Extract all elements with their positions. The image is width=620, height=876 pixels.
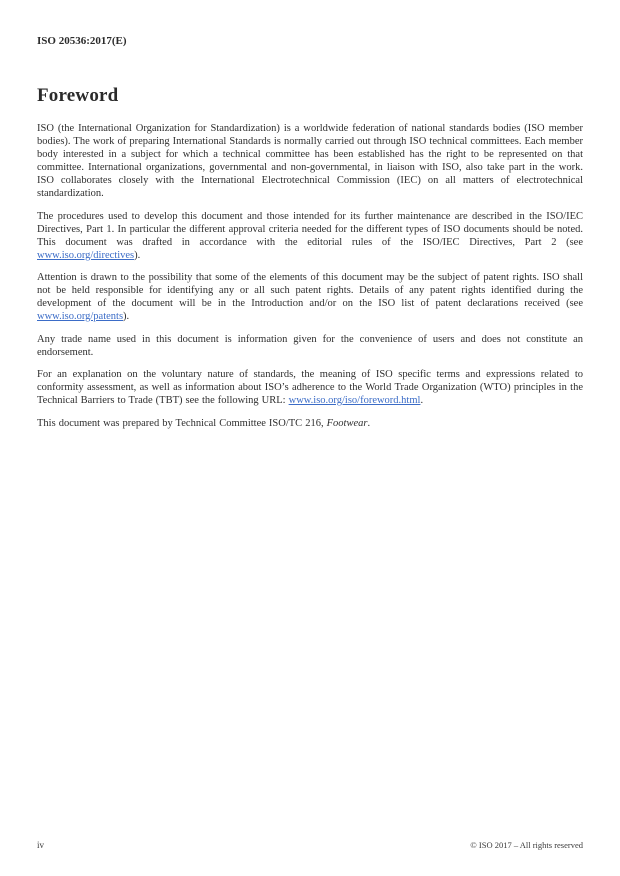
paragraph-text: ISO (the International Organization for Standardization) is a worldwide federation of national standards bodies (ISO member bodies). The work of preparing International Standards is normally carried out through ISO technical committees. Each member body interested in a subject for which a technical committee has been established has the right to be represented on that committee. International organizations, governmental and non-governmental, in liaison with ISO, also take part in the work. ISO collaborates closely with the International Electrotechnical Commission (IEC) on all matters of electrotechnical standardization. [37, 123, 583, 199]
link-iso-foreword[interactable]: www.iso.org/iso/foreword.html [288, 395, 421, 406]
page-number: iv [37, 840, 45, 850]
link-iso-directives[interactable]: www.iso.org/directives [37, 249, 135, 261]
copyright-notice: © ISO 2017 – All rights reserved [470, 840, 583, 850]
paragraph-patent-rights [37, 271, 583, 323]
paragraph-text: The procedures used to develop this document and those intended for its further maintenance are described in the ISO/IEC Directives, Part 1. In particular the different approval criteria needed for the different types of ISO documents should be noted. This document was drafted in accordance with the editorial rules of the ISO/IEC Directives, Part 2 (see [37, 210, 583, 248]
page-content [37, 34, 583, 439]
paragraph-text: Attention is drawn to the possibility that some of the elements of this document may be the subject of patent rights. ISO shall not be held responsible for identifying any or all such patent rights. Details of any patent rights identified during the development of the document will be in the Introduction and/or on the ISO list of patent declarations received (see [37, 272, 583, 309]
paragraph-trade-name [37, 333, 583, 359]
paragraph-text: ). [123, 311, 130, 322]
committee-name-italic: Footwear [326, 417, 368, 429]
foreword-body [37, 122, 583, 430]
paragraph-committee [37, 417, 583, 430]
link-iso-patents[interactable]: www.iso.org/patents [37, 311, 124, 322]
document-reference-header: ISO 20536:2017(E) [37, 35, 127, 47]
paragraph-text: Any trade name used in this document is information given for the convenience of users and does not constitute an endorsement. [37, 333, 583, 358]
paragraph-text: For an explanation on the voluntary nature of standards, the meaning of ISO specific terms and expressions related to conformity assessment, as well as information about ISO’s adherence to the World Trade Organization (WTO) principles in the Technical Barriers to Trade (TBT) see the following URL: [37, 369, 583, 406]
paragraph-text: ). [134, 249, 141, 261]
paragraph-procedures [37, 210, 583, 262]
paragraph-text: . [367, 417, 371, 429]
foreword-heading: Foreword [37, 85, 119, 106]
page-footer [37, 840, 583, 850]
paragraph-wto-explanation [37, 368, 583, 407]
paragraph-iso-federation [37, 122, 583, 200]
paragraph-text: This document was prepared by Technical Committee ISO/TC 216, [37, 417, 327, 429]
paragraph-text: . [420, 395, 424, 406]
